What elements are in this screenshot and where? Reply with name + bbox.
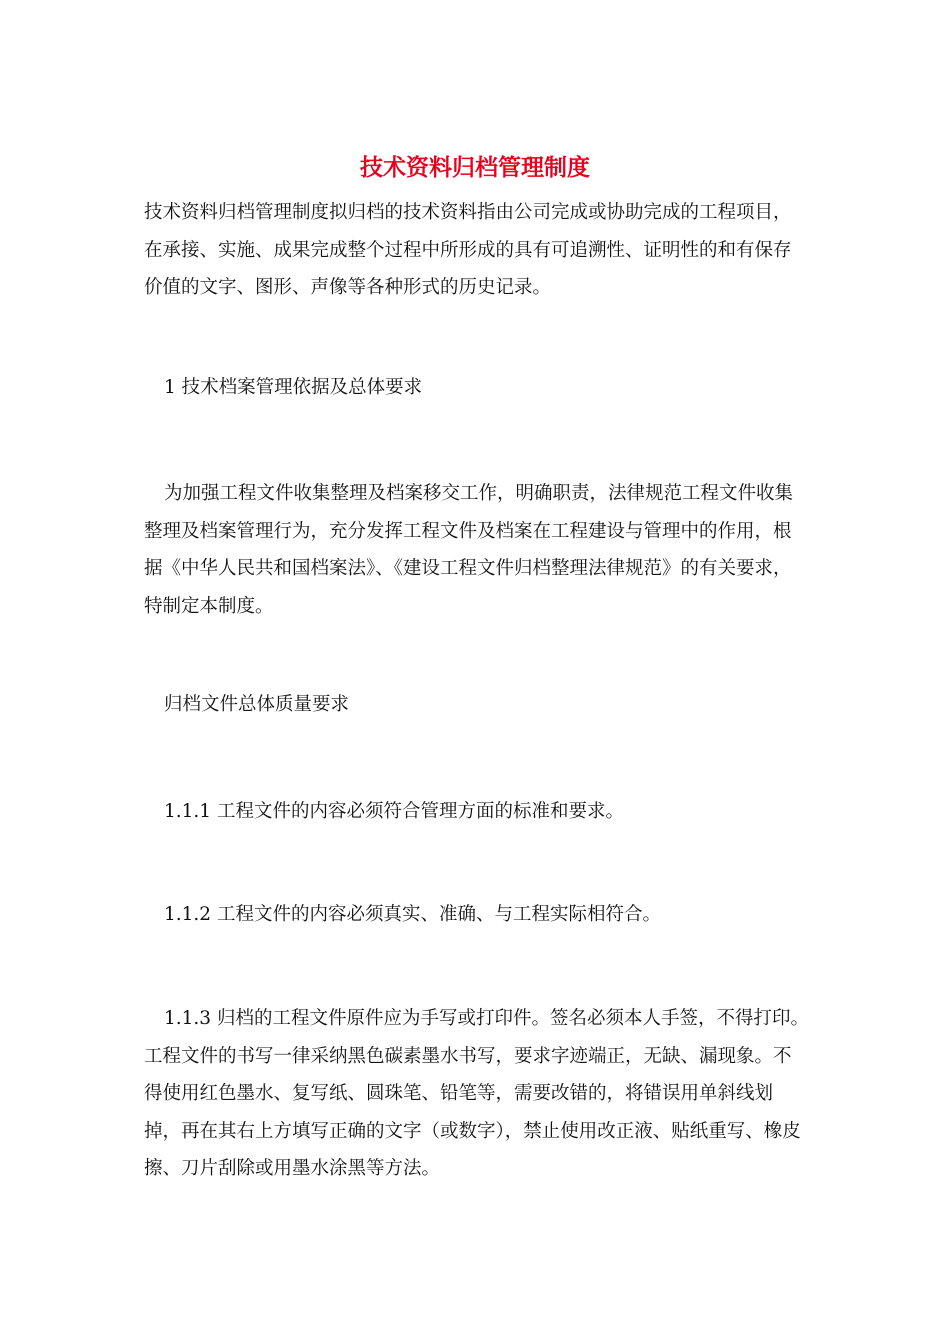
subsection-heading: 归档文件总体质量要求 bbox=[164, 694, 350, 715]
section-1-body: 为加强工程文件收集整理及档案移交工作，明确职责，法律规范工程文件收集整理及档案管理行为，充分发挥工程文件及档案在工程建设与管理中的作用，根据《中华人民共和国档案法》、《建设工程文件归档整理法律规范》的有关要求，特制定本制度。 bbox=[144, 483, 794, 617]
document-title: 技术资料归档管理制度 bbox=[360, 155, 590, 181]
item-1-1-2: 1.1.2 工程文件的内容必须真实、准确、与工程实际相符合。 bbox=[164, 904, 661, 925]
intro-paragraph: 技术资料归档管理制度拟归档的技术资料指由公司完成或协助完成的工程项目，在承接、实施、成果完成整个过程中所形成的具有可追溯性、证明性的和有保存价值的文字、图形、声像等各种形式的历史记录。 bbox=[144, 202, 792, 298]
item-1-1-3: 1.1.3 归档的工程文件原件应为手写或打印件。签名必须本人手签，不得打印。工程文件的书写一律采纳黑色碳素墨水书写，要求字迹端正，无缺、漏现象。不得使用红色墨水、复写纸、圆珠笔、铅笔等，需要改错的，将错误用单斜线划掉，再在其右上方填写正确的文字（或数字），禁止使用改正液、贴纸重写、橡皮擦、刀片刮除或用墨水涂黑等方法。 bbox=[144, 1008, 809, 1179]
section-1-heading: 1 技术档案管理依据及总体要求 bbox=[164, 377, 423, 398]
item-1-1-1: 1.1.1 工程文件的内容必须符合管理方面的标准和要求。 bbox=[164, 801, 624, 822]
